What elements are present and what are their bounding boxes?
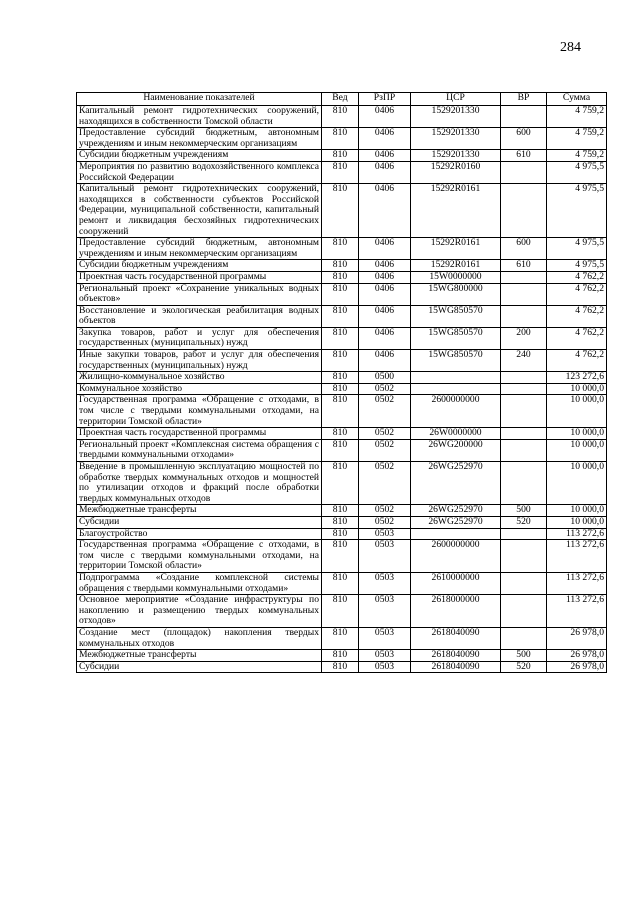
cell-vr — [501, 439, 547, 461]
cell-name: Проектная часть государственной программы — [77, 428, 322, 440]
cell-name: Капитальный ремонт гидротехнических сооружений, находящихся в собственности Томской области — [77, 106, 322, 128]
cell-ved: 810 — [322, 184, 359, 238]
table-row — [77, 271, 607, 283]
table-row — [77, 106, 607, 128]
cell-vr — [501, 283, 547, 305]
table-row — [77, 283, 607, 305]
cell-name: Предоставление субсидий бюджетным, автономным учреждениям и иным некоммерческим организациям — [77, 238, 322, 260]
cell-rzpr: 0503 — [359, 572, 411, 594]
cell-rzpr: 0502 — [359, 383, 411, 395]
cell-vr — [501, 184, 547, 238]
cell-rzpr: 0502 — [359, 462, 411, 505]
cell-name: Восстановление и экологическая реабилитация водных объектов — [77, 305, 322, 327]
cell-sum: 4 759,2 — [547, 128, 607, 150]
cell-vr: 500 — [501, 650, 547, 662]
cell-csr: 26WG252970 — [411, 505, 501, 517]
cell-ved: 810 — [322, 572, 359, 594]
cell-vr — [501, 627, 547, 649]
cell-sum: 4 762,2 — [547, 271, 607, 283]
table-row — [77, 650, 607, 662]
cell-vr: 500 — [501, 505, 547, 517]
cell-ved: 810 — [322, 505, 359, 517]
cell-ved: 810 — [322, 372, 359, 384]
cell-csr: 1529201330 — [411, 106, 501, 128]
cell-vr — [501, 540, 547, 573]
cell-csr: 26WG200000 — [411, 439, 501, 461]
cell-sum: 26 978,0 — [547, 650, 607, 662]
cell-name: Субсидии — [77, 516, 322, 528]
cell-name: Создание мест (площадок) накопления твердых коммунальных отходов — [77, 627, 322, 649]
table-row — [77, 184, 607, 238]
cell-rzpr: 0406 — [359, 327, 411, 349]
table-row — [77, 372, 607, 384]
cell-vr — [501, 462, 547, 505]
cell-ved: 810 — [322, 150, 359, 162]
cell-sum: 4 759,2 — [547, 150, 607, 162]
cell-name: Мероприятия по развитию водохозяйственного комплекса Российской Федерации — [77, 161, 322, 183]
cell-name: Подпрограмма «Создание комплексной системы обращения с твердыми коммунальными отходами» — [77, 572, 322, 594]
cell-vr: 610 — [501, 150, 547, 162]
cell-vr — [501, 572, 547, 594]
header-rzpr: РзПР — [359, 93, 411, 106]
cell-vr — [501, 383, 547, 395]
cell-rzpr: 0406 — [359, 150, 411, 162]
cell-ved: 810 — [322, 305, 359, 327]
table-row — [77, 505, 607, 517]
table-row — [77, 305, 607, 327]
cell-csr — [411, 372, 501, 384]
cell-sum: 113 272,6 — [547, 540, 607, 573]
cell-ved: 810 — [322, 516, 359, 528]
cell-rzpr: 0406 — [359, 184, 411, 238]
cell-csr: 15WG800000 — [411, 283, 501, 305]
cell-csr: 15WG850570 — [411, 305, 501, 327]
cell-ved: 810 — [322, 627, 359, 649]
cell-rzpr: 0406 — [359, 238, 411, 260]
cell-csr: 2610000000 — [411, 572, 501, 594]
cell-vr: 610 — [501, 260, 547, 272]
cell-name: Проектная часть государственной программы — [77, 271, 322, 283]
cell-sum: 113 272,6 — [547, 572, 607, 594]
cell-ved: 810 — [322, 661, 359, 673]
cell-csr: 15292R0161 — [411, 260, 501, 272]
table-row — [77, 260, 607, 272]
table-row — [77, 128, 607, 150]
cell-vr — [501, 528, 547, 540]
cell-rzpr: 0502 — [359, 439, 411, 461]
cell-ved: 810 — [322, 283, 359, 305]
cell-csr: 26W0000000 — [411, 428, 501, 440]
cell-rzpr: 0406 — [359, 271, 411, 283]
cell-name: Иные закупки товаров, работ и услуг для обеспечения государственных (муниципальных) нужд — [77, 350, 322, 372]
cell-ved: 810 — [322, 128, 359, 150]
cell-sum: 4 975,5 — [547, 184, 607, 238]
cell-csr: 2618040090 — [411, 661, 501, 673]
cell-sum: 113 272,6 — [547, 528, 607, 540]
cell-sum: 4 762,2 — [547, 283, 607, 305]
cell-sum: 123 272,6 — [547, 372, 607, 384]
cell-vr — [501, 395, 547, 428]
cell-name: Благоустройство — [77, 528, 322, 540]
cell-ved: 810 — [322, 327, 359, 349]
cell-vr — [501, 271, 547, 283]
cell-rzpr: 0406 — [359, 305, 411, 327]
cell-rzpr: 0406 — [359, 350, 411, 372]
cell-rzpr: 0503 — [359, 627, 411, 649]
table-row — [77, 661, 607, 673]
cell-sum: 4 975,5 — [547, 260, 607, 272]
header-ved: Вед — [322, 93, 359, 106]
cell-csr: 15292R0161 — [411, 238, 501, 260]
cell-vr — [501, 372, 547, 384]
cell-sum: 4 975,5 — [547, 238, 607, 260]
cell-csr: 2618000000 — [411, 595, 501, 628]
budget-table — [76, 92, 607, 673]
cell-ved: 810 — [322, 650, 359, 662]
cell-ved: 810 — [322, 383, 359, 395]
cell-vr — [501, 161, 547, 183]
table-row — [77, 595, 607, 628]
cell-sum: 10 000,0 — [547, 428, 607, 440]
cell-ved: 810 — [322, 106, 359, 128]
cell-csr — [411, 528, 501, 540]
cell-csr: 15292R0161 — [411, 184, 501, 238]
cell-rzpr: 0502 — [359, 428, 411, 440]
page-number: 284 — [560, 40, 581, 55]
cell-rzpr: 0406 — [359, 161, 411, 183]
cell-sum: 26 978,0 — [547, 627, 607, 649]
cell-sum: 4 762,2 — [547, 305, 607, 327]
cell-csr: 15WG850570 — [411, 327, 501, 349]
table-row — [77, 528, 607, 540]
cell-vr — [501, 595, 547, 628]
cell-ved: 810 — [322, 395, 359, 428]
cell-name: Субсидии бюджетным учреждениям — [77, 260, 322, 272]
cell-ved: 810 — [322, 350, 359, 372]
cell-name: Введение в промышленную эксплуатацию мощностей по обработке твердых коммунальных отходов и мощностей по утилизации отходов и фракций после обработки твердых коммунальных отходов — [77, 462, 322, 505]
table-row — [77, 462, 607, 505]
cell-csr — [411, 383, 501, 395]
cell-name: Капитальный ремонт гидротехнических сооружений, находящихся в собственности субъектов Российской Федерации, муниципальной собственности, капитальный ремонт и ликвидация бесхозяйных гидротехнических сооружений — [77, 184, 322, 238]
cell-sum: 10 000,0 — [547, 516, 607, 528]
cell-csr: 2600000000 — [411, 395, 501, 428]
cell-ved: 810 — [322, 462, 359, 505]
cell-sum: 4 759,2 — [547, 106, 607, 128]
cell-rzpr: 0503 — [359, 661, 411, 673]
cell-vr: 600 — [501, 128, 547, 150]
cell-csr: 1529201330 — [411, 128, 501, 150]
cell-name: Межбюджетные трансферты — [77, 650, 322, 662]
cell-name: Государственная программа «Обращение с отходами, в том числе с твердыми коммунальными отходами, на территории Томской области» — [77, 395, 322, 428]
cell-vr: 200 — [501, 327, 547, 349]
cell-rzpr: 0503 — [359, 540, 411, 573]
table-row — [77, 327, 607, 349]
header-name: Наименование показателей — [77, 93, 322, 106]
table-row — [77, 161, 607, 183]
table-row — [77, 350, 607, 372]
cell-name: Региональный проект «Комплексная система обращения с твердыми коммунальными отходами» — [77, 439, 322, 461]
table-row — [77, 540, 607, 573]
cell-ved: 810 — [322, 238, 359, 260]
cell-sum: 4 762,2 — [547, 350, 607, 372]
cell-name: Государственная программа «Обращение с отходами, в том числе с твердыми коммунальными отходами, на территории Томской области» — [77, 540, 322, 573]
cell-ved: 810 — [322, 428, 359, 440]
cell-rzpr: 0502 — [359, 505, 411, 517]
cell-vr — [501, 305, 547, 327]
cell-sum: 10 000,0 — [547, 383, 607, 395]
cell-vr: 520 — [501, 661, 547, 673]
cell-csr: 2618040090 — [411, 627, 501, 649]
table-row — [77, 383, 607, 395]
table-row — [77, 439, 607, 461]
cell-ved: 810 — [322, 161, 359, 183]
cell-ved: 810 — [322, 439, 359, 461]
cell-csr: 15W0000000 — [411, 271, 501, 283]
table-row — [77, 238, 607, 260]
cell-rzpr: 0406 — [359, 260, 411, 272]
table-row — [77, 150, 607, 162]
cell-csr: 26WG252970 — [411, 516, 501, 528]
cell-rzpr: 0503 — [359, 595, 411, 628]
cell-csr: 1529201330 — [411, 150, 501, 162]
table-row — [77, 516, 607, 528]
cell-ved: 810 — [322, 260, 359, 272]
header-sum: Сумма — [547, 93, 607, 106]
cell-csr: 15292R0160 — [411, 161, 501, 183]
table-header-row — [77, 93, 607, 106]
header-vr: ВР — [501, 93, 547, 106]
cell-vr — [501, 428, 547, 440]
cell-name: Закупка товаров, работ и услуг для обеспечения государственных (муниципальных) нужд — [77, 327, 322, 349]
cell-name: Межбюджетные трансферты — [77, 505, 322, 517]
cell-ved: 810 — [322, 595, 359, 628]
cell-sum: 26 978,0 — [547, 661, 607, 673]
cell-csr: 26WG252970 — [411, 462, 501, 505]
cell-sum: 10 000,0 — [547, 505, 607, 517]
cell-sum: 4 762,2 — [547, 327, 607, 349]
cell-name: Региональный проект «Сохранение уникальных водных объектов» — [77, 283, 322, 305]
cell-csr: 2618040090 — [411, 650, 501, 662]
cell-rzpr: 0502 — [359, 516, 411, 528]
cell-csr: 2600000000 — [411, 540, 501, 573]
cell-sum: 10 000,0 — [547, 439, 607, 461]
cell-rzpr: 0500 — [359, 372, 411, 384]
cell-rzpr: 0406 — [359, 128, 411, 150]
cell-ved: 810 — [322, 540, 359, 573]
header-csr: ЦСР — [411, 93, 501, 106]
table-row — [77, 395, 607, 428]
cell-name: Предоставление субсидий бюджетным, автономным учреждениям и иным некоммерческим организациям — [77, 128, 322, 150]
cell-name: Коммунальное хозяйство — [77, 383, 322, 395]
table-row — [77, 572, 607, 594]
cell-name: Жилищно-коммунальное хозяйство — [77, 372, 322, 384]
cell-sum: 10 000,0 — [547, 395, 607, 428]
cell-vr: 520 — [501, 516, 547, 528]
table-row — [77, 428, 607, 440]
cell-name: Субсидии бюджетным учреждениям — [77, 150, 322, 162]
cell-ved: 810 — [322, 271, 359, 283]
cell-name: Основное мероприятие «Создание инфраструктуры по накоплению и размещению твердых коммунальных отходов» — [77, 595, 322, 628]
cell-rzpr: 0503 — [359, 528, 411, 540]
cell-rzpr: 0406 — [359, 283, 411, 305]
cell-sum: 4 975,5 — [547, 161, 607, 183]
cell-csr: 15WG850570 — [411, 350, 501, 372]
cell-rzpr: 0502 — [359, 395, 411, 428]
table-row — [77, 627, 607, 649]
cell-rzpr: 0406 — [359, 106, 411, 128]
cell-rzpr: 0503 — [359, 650, 411, 662]
cell-sum: 10 000,0 — [547, 462, 607, 505]
cell-vr: 240 — [501, 350, 547, 372]
cell-vr: 600 — [501, 238, 547, 260]
cell-ved: 810 — [322, 528, 359, 540]
cell-name: Субсидии — [77, 661, 322, 673]
cell-sum: 113 272,6 — [547, 595, 607, 628]
cell-vr — [501, 106, 547, 128]
